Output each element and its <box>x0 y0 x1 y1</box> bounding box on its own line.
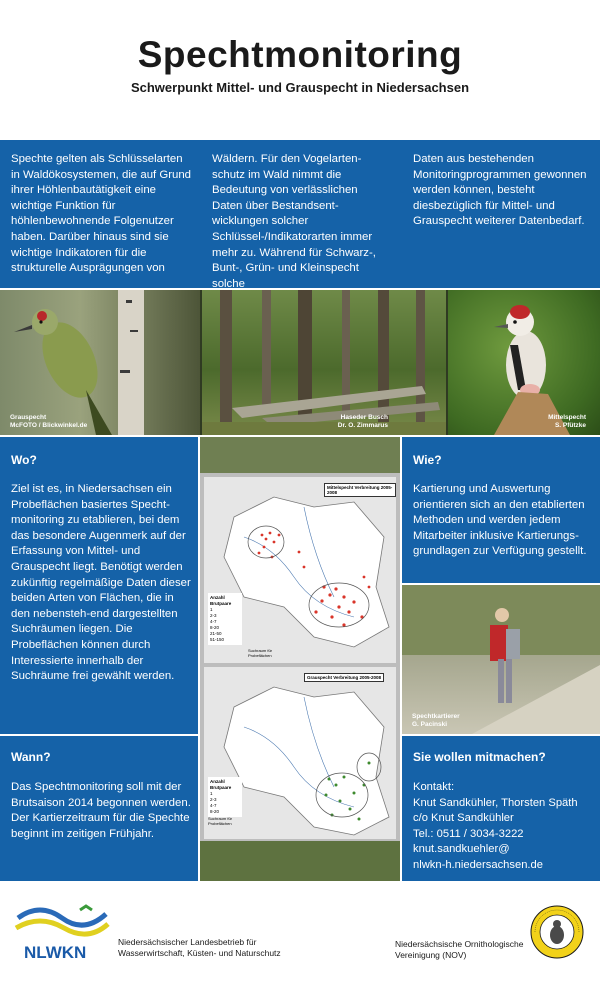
nov-line-1: Niedersächsische Ornithologische <box>395 939 524 949</box>
forest-photo <box>202 290 446 435</box>
wann-section <box>0 736 198 881</box>
wann-text: Das Spechtmonitoring soll mit der Brutsaison 2014 begonnen werden. Der Kartierzeitraum für die Spechte beginnt im zeitigen Frühjahr. <box>11 781 191 840</box>
grauspecht-caption: Grauspecht <box>10 414 47 421</box>
intro-col-2: Wäldern. Für den Vogelarten-schutz im Wald nimmt die Bedeutung von verlässlichen Daten über Bestandsent-wicklungen solcher Schlüssel-/Indikatorarten immer mehr zu. Während für Schwarz-, Bunt-, Grün- und Kleinspecht solche <box>212 153 376 290</box>
nlwkn-logo-text: NLWKN <box>24 943 87 962</box>
contact-label: Kontakt: <box>413 781 455 793</box>
mitmachen-heading: Sie wollen mitmachen? <box>413 750 546 764</box>
mittelspecht-credit: S. Pfützke <box>554 422 586 429</box>
map2-legend-2: 2-3 <box>210 797 217 802</box>
map2-legend <box>208 777 242 817</box>
grauspecht-photo <box>0 290 200 435</box>
wo-section <box>0 437 198 734</box>
contact-names: Knut Sandkühler, Thorsten Späth <box>413 796 578 809</box>
nlwkn-name <box>118 937 281 958</box>
map2-legend-title: Anzahl Brutpaare <box>210 779 232 790</box>
map1-legend <box>208 593 242 645</box>
map1-legend-6: 51-150 <box>210 637 225 642</box>
map2-title: Grauspecht Verbreitung 2005-2008 <box>304 673 384 682</box>
kartierer-credit: G. Pacinski <box>412 721 448 728</box>
contact-email-1: knut.sandkuehler@ <box>413 843 510 856</box>
kartierer-photo <box>402 585 600 734</box>
forest-illustration <box>202 290 446 435</box>
kartierer-caption: Spechtkartierer <box>412 713 460 720</box>
contact-email-2: nlwkn-h.niedersachsen.de <box>413 858 543 871</box>
grauspecht-credit: McFOTO / Blickwinkel.de <box>10 422 88 429</box>
mittelspecht-caption: Mittelspecht <box>548 414 586 421</box>
map-top-photo <box>200 437 400 473</box>
map2-legend-1: 1 <box>210 791 213 796</box>
contact-co: c/o Knut Sandkühler <box>413 812 514 825</box>
page-title: Spechtmonitoring <box>137 34 463 75</box>
wann-heading: Wann? <box>11 750 51 764</box>
maps-column <box>200 437 400 881</box>
map1-legend-title: Anzahl Brutpaare <box>210 595 232 606</box>
nov-seal-icon <box>530 905 584 959</box>
nlwkn-line-1: Niedersächsischer Landesbetrieb für <box>118 937 257 947</box>
map1-legend-5: 21-50 <box>210 631 222 636</box>
map1-legend-2: 2-3 <box>210 613 217 618</box>
nov-name <box>395 939 524 960</box>
intro-band <box>0 140 600 288</box>
nlwkn-wave-icon <box>10 900 120 940</box>
nov-seal <box>530 905 584 959</box>
forest-credit: Dr. O. Zimmarus <box>337 422 388 429</box>
map1-legend-4: 8-20 <box>210 625 220 630</box>
kartierer-illustration <box>402 585 600 734</box>
mitmachen-contact <box>413 780 599 874</box>
intro-col-1: Spechte gelten als Schlüsselarten in Waldökosystemen, die auf Grund ihrer Höhlenbautätigkeit eine wichtige Funktion für höhlenbewohnende Folgenutzer haben. Darüber hinaus sind sie wichtige Indikatoren für die strukturelle Ausprägungen von <box>11 153 192 275</box>
map1-legend-1: 1 <box>210 607 213 612</box>
map2-legend-4: 8-20 <box>210 809 220 814</box>
wie-heading: Wie? <box>413 453 442 467</box>
wo-text: Ziel ist es, in Niedersachsen ein Probeflächen basiertes Specht-monitoring zu etablieren, bei dem das besondere Augenmerk auf der Erfassung von Mittel- und Grauspecht liegt. Benötigt werden zukünftig regelmäßige Daten dieser beiden Arten von Flächen, die in den nebensteh-end dargestellten Suchräumen liegen. Die Probeflächen können durch Interessierte innerhalb der Suchräume frei gewählt werden. <box>11 483 191 683</box>
map2-legend-3: 4-7 <box>210 803 217 808</box>
forest-caption: Haseder Busch <box>340 414 388 421</box>
mittelspecht-map <box>204 477 396 663</box>
map1-legend-3: 4-7 <box>210 619 217 624</box>
mitmachen-section <box>402 736 600 881</box>
map1-suchraum: Suchraum für Probeflächen <box>248 648 273 658</box>
map-bottom-photo <box>200 841 400 881</box>
nlwkn-logo <box>10 900 120 960</box>
mittelspecht-photo <box>448 290 600 435</box>
map1-title: Mittelspecht Verbreitung 2005-2008 <box>324 483 396 497</box>
wie-section <box>402 437 600 583</box>
photo-strip <box>0 290 600 435</box>
nlwkn-line-2: Wasserwirtschaft, Küsten- und Naturschutz <box>118 947 281 958</box>
wo-heading: Wo? <box>11 453 37 467</box>
nov-line-2: Vereinigung (NOV) <box>395 949 467 960</box>
grauspecht-map <box>204 667 396 839</box>
contact-phone: Tel.: 0511 / 3034-3222 <box>413 827 524 840</box>
map2-suchraum: Suchraum für Probeflächen <box>208 816 233 826</box>
intro-col-3: Daten aus bestehenden Monitoringprogrammen gewonnen werden können, besteht diesbezüglich für Mittel- und Grauspecht weiterer Datenbedarf. <box>413 153 587 228</box>
page-subtitle: Schwerpunkt Mittel- und Grauspecht in Niedersachsen <box>130 80 470 95</box>
wie-text: Kartierung und Auswertung orientieren sich an den etablierten Methoden und werden jedem Mitarbeiter inklusive Kartierungs-grundlagen zur Verfügung gestellt. <box>413 483 587 558</box>
